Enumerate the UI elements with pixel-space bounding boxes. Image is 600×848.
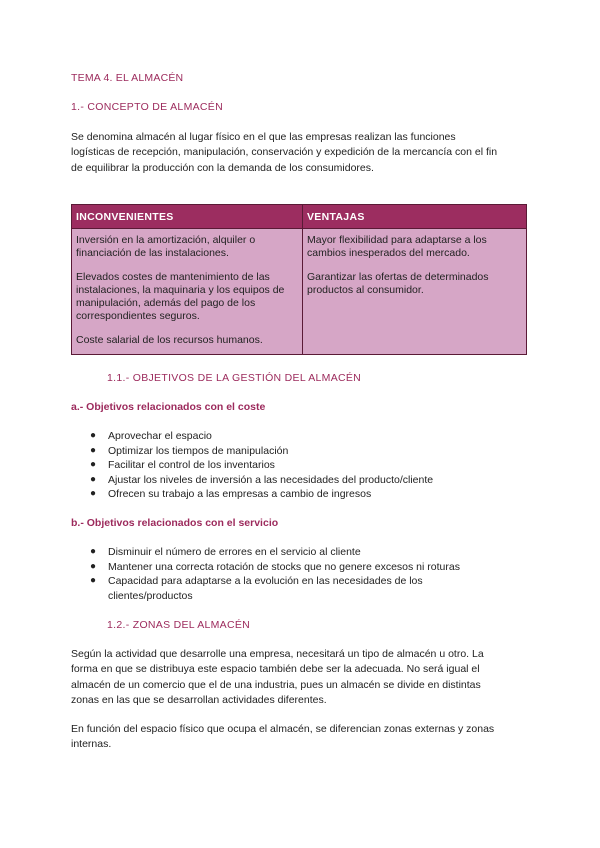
table-header-row: [72, 205, 527, 229]
list-item-text: Aprovechar el espacio: [108, 430, 212, 442]
list-item: [90, 429, 433, 444]
list-item-text: Optimizar los tiempos de manipulación: [108, 444, 289, 457]
zonas-line: Según la actividad que desarrolle una empresa, necesitará un tipo de almacén u otro. La: [71, 648, 484, 660]
list-item-text: Ofrecen su trabajo a las empresas a cambio de ingresos: [108, 488, 372, 501]
section-heading-objetivos: 1.1.- OBJETIVOS DE LA GESTIÓN DEL ALMACÉN: [107, 372, 362, 384]
list-item-text: Capacidad para adaptarse a la evolución en las necesidades de los clientes/productos: [108, 575, 423, 602]
bullet-icon: ●: [90, 459, 97, 471]
comparison-table: [71, 204, 527, 355]
list-item-text: Disminuir el número de errores en el servicio al cliente: [108, 546, 361, 558]
list-item: [90, 473, 433, 488]
inconveniente-item: Elevados costes de mantenimiento de las instalaciones, la maquinaria y los equipos de manipulación, además del pago de los correspondientes seguros.: [76, 271, 285, 322]
document-title: TEMA 4. EL ALMACÉN: [71, 72, 184, 84]
bullet-icon: ●: [90, 430, 97, 441]
zonas-line: zonas en las que se desarrollan actividades diferentes.: [71, 694, 327, 707]
zonas-line: internas.: [71, 738, 112, 751]
header-inconvenientes: INCONVENIENTES: [72, 205, 303, 229]
bullet-icon: ●: [90, 546, 97, 557]
intro-line: de equilibrar la producción con la demanda de los consumidores.: [71, 161, 374, 174]
zonas-line: forma en que se distribuya este espacio también debe ser la adecuada. No será igual el: [71, 663, 480, 676]
section-heading-concepto: 1.- CONCEPTO DE ALMACÉN: [71, 101, 223, 113]
list-item: [90, 444, 433, 459]
ventaja-item: Mayor flexibilidad para adaptarse a los cambios inesperados del mercado.: [307, 234, 487, 259]
cell-ventajas: [303, 229, 527, 355]
intro-paragraph: [71, 130, 497, 176]
inconveniente-item: Inversión en la amortización, alquiler o financiación de las instalaciones.: [76, 234, 256, 259]
inconveniente-item: Coste salarial de los recursos humanos.: [76, 334, 263, 346]
bullet-icon: ●: [90, 473, 97, 485]
bullet-icon: ●: [90, 560, 97, 572]
objectives-a-heading: a.- Objetivos relacionados con el coste: [71, 401, 266, 413]
intro-line: logísticas de recepción, manipulación, conservación y expedición de la mercancía con el fin: [71, 146, 498, 159]
zonas-line: En función del espacio físico que ocupa el almacén, se diferencian zonas externas y zonas: [71, 723, 495, 735]
list-item: [90, 545, 490, 560]
zonas-paragraph-2: [71, 722, 494, 753]
list-item-text: Mantener una correcta rotación de stocks que no genere excesos ni roturas: [108, 560, 460, 573]
list-item-text: Ajustar los niveles de inversión a las necesidades del producto/cliente: [108, 473, 434, 486]
list-item: [90, 487, 433, 502]
zonas-paragraph-1: [71, 647, 484, 709]
list-item: [90, 574, 468, 603]
cell-inconvenientes: [72, 229, 303, 355]
zonas-line: almacén de un comercio que el de una industria, pues un almacén se divide en distintas: [71, 678, 481, 691]
list-item: [90, 560, 490, 575]
header-ventajas: VENTAJAS: [303, 205, 527, 229]
objectives-b-heading: b.- Objetivos relacionados con el servicio: [71, 517, 279, 529]
intro-line: Se denomina almacén al lugar físico en el que las empresas realizan las funciones: [71, 131, 456, 143]
objectives-a-list: [90, 429, 433, 502]
list-item: [90, 458, 433, 473]
ventaja-item: Garantizar las ofertas de determinados productos al consumidor.: [307, 271, 489, 296]
section-heading-zonas: 1.2.- ZONAS DEL ALMACÉN: [107, 619, 251, 631]
bullet-icon: ●: [90, 575, 97, 587]
list-item-text: Facilitar el control de los inventarios: [108, 459, 275, 472]
objectives-b-list: [90, 545, 490, 603]
table-row: [72, 229, 527, 355]
bullet-icon: ●: [90, 488, 97, 500]
bullet-icon: ●: [90, 444, 97, 456]
